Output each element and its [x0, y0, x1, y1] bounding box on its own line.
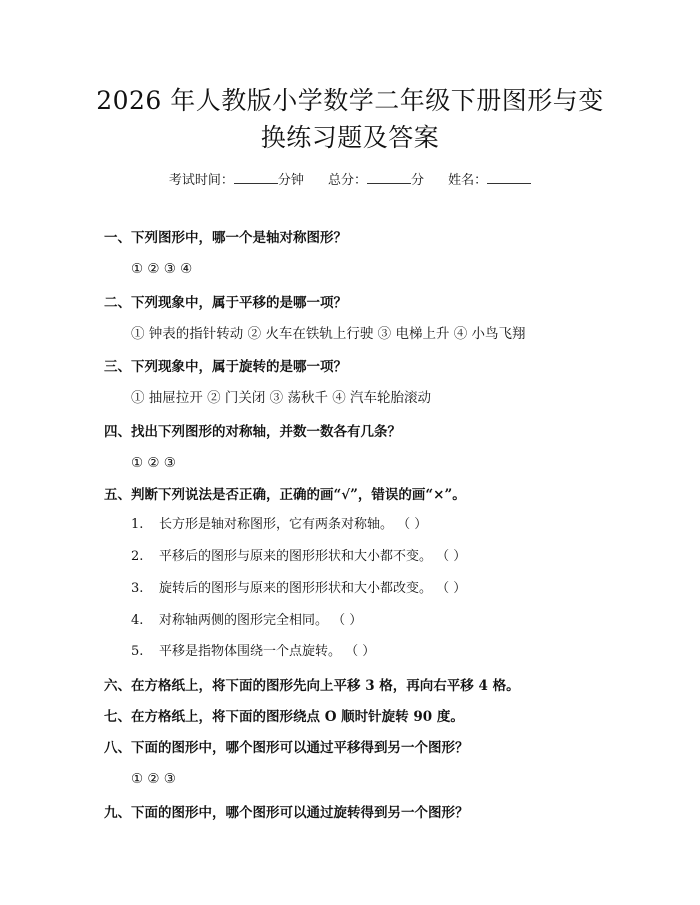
document-title: [60, 82, 640, 156]
title-line-1: 2026 年人教版小学数学二年级下册图形与变: [96, 86, 604, 115]
judgement-item: [131, 548, 466, 566]
exam-time-unit: 分钟: [277, 173, 304, 188]
exam-time: [169, 173, 304, 188]
student-name: [448, 173, 531, 188]
question-3-options: ① 抽屉拉开 ② 门关闭 ③ 荡秋千 ④ 汽车轮胎滚动: [131, 390, 432, 406]
question-4-options: ① ② ③: [131, 455, 176, 471]
judgement-item: [131, 643, 375, 661]
student-name-blank: [487, 170, 531, 184]
question-1-options: ① ② ③ ④: [131, 261, 193, 277]
exam-time-label: 考试时间：: [168, 173, 234, 188]
total-score: [328, 173, 424, 188]
total-score-label: 总分：: [327, 173, 367, 188]
exam-time-blank: [234, 170, 278, 184]
question-6: 六、在方格纸上，将下面的图形先向上平移 3 格，再向右平移 4 格。: [104, 678, 520, 694]
judgement-text: 长方形是轴对称图形，它有两条对称轴。 （ ）: [159, 517, 428, 532]
student-name-label: 姓名：: [448, 173, 488, 188]
question-9: 九、下面的图形中，哪个图形可以通过旋转得到另一个图形？: [104, 805, 469, 821]
question-1: 一、下列图形中，哪一个是轴对称图形？: [104, 230, 347, 246]
judgement-number: 3.: [131, 581, 144, 596]
question-5: 五、判断下列说法是否正确，正确的画“√”，错误的画“×”。: [104, 487, 466, 503]
judgement-item: [131, 516, 427, 534]
total-score-blank: [367, 170, 411, 184]
question-4: 四、找出下列图形的对称轴，并数一数各有几条？: [104, 424, 401, 440]
judgement-text: 平移是指物体围绕一个点旋转。 （ ）: [159, 644, 376, 659]
judgement-item: [131, 580, 466, 598]
title-line-2: 换练习题及答案: [260, 123, 440, 152]
exam-info: [0, 170, 700, 190]
question-8: 八、下面的图形中，哪个图形可以通过平移得到另一个图形？: [104, 740, 469, 756]
judgement-text: 平移后的图形与原来的图形形状和大小都不变。 （ ）: [159, 549, 467, 564]
total-score-unit: 分: [411, 173, 425, 188]
judgement-number: 5.: [131, 644, 144, 659]
judgement-text: 旋转后的图形与原来的图形形状和大小都改变。 （ ）: [159, 581, 467, 596]
judgement-text: 对称轴两侧的图形完全相同。 （ ）: [159, 613, 363, 628]
question-2: 二、下列现象中，属于平移的是哪一项？: [104, 295, 347, 311]
question-3: 三、下列现象中，属于旋转的是哪一项？: [104, 359, 347, 375]
judgement-number: 2.: [131, 549, 144, 564]
judgement-number: 4.: [131, 613, 144, 628]
question-2-options: ① 钟表的指针转动 ② 火车在铁轨上行驶 ③ 电梯上升 ④ 小鸟飞翔: [131, 326, 526, 342]
judgement-number: 1.: [131, 517, 144, 532]
judgement-item: [131, 612, 362, 630]
question-7: 七、在方格纸上，将下面的图形绕点 O 顺时针旋转 90 度。: [104, 709, 464, 725]
question-8-options: ① ② ③: [131, 771, 176, 787]
